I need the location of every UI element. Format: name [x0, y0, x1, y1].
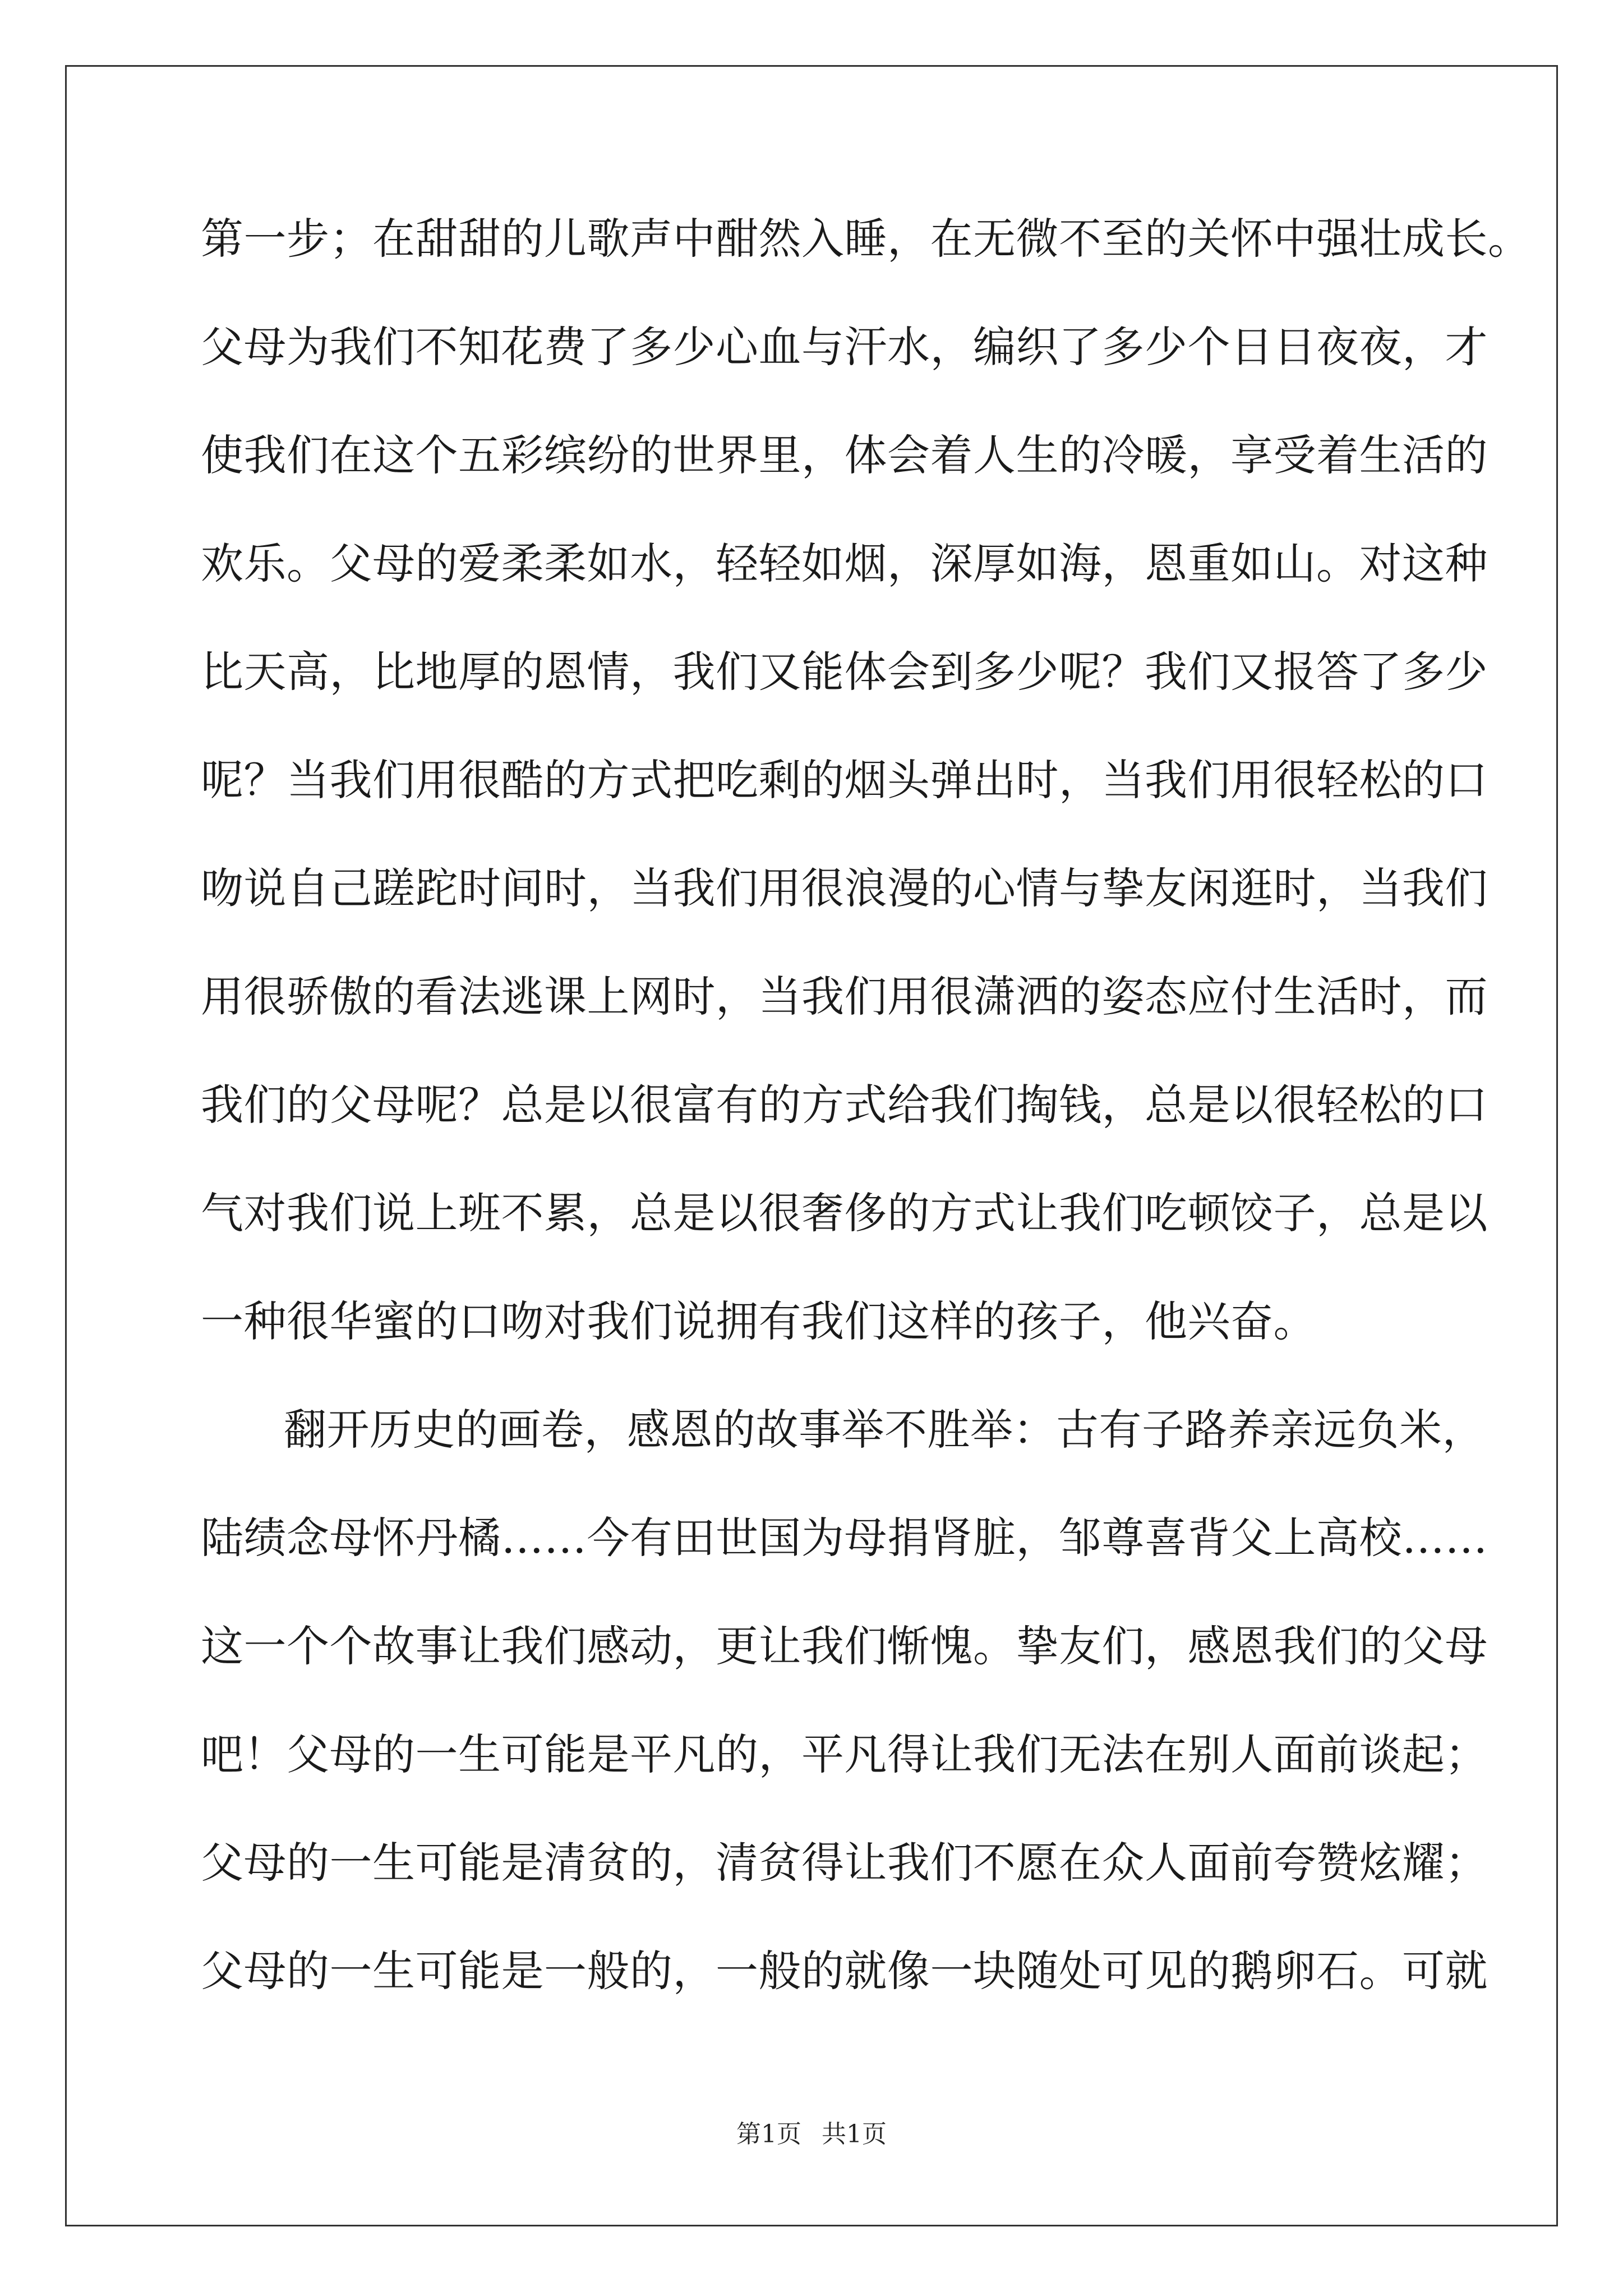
text-line: 气对我们说上班不累，总是以很奢侈的方式让我们吃顿饺子，总是以 [201, 1188, 1488, 1238]
text-line: 我们的父母呢？总是以很富有的方式给我们掏钱，总是以很轻松的口 [201, 1080, 1488, 1130]
body-text [201, 214, 1531, 2058]
text-line: 欢乐。父母的爱柔柔如水，轻轻如烟，深厚如海，恩重如山。对这种 [201, 539, 1488, 588]
page-total: 共1页 [822, 2120, 887, 2148]
text-line: 吻说自己蹉跎时间时，当我们用很浪漫的心情与挚友闲逛时，当我们 [201, 863, 1488, 913]
text-line: 父母的一生可能是一般的，一般的就像一块随处可见的鹅卵石。可就 [201, 1946, 1488, 1996]
text-line-paragraph-start: 翻开历史的画卷，感恩的故事举不胜举：古有子路养亲远负米， [284, 1405, 1485, 1455]
text-line-paragraph-end: 一种很华蜜的口吻对我们说拥有我们这样的孩子，他兴奋。 [201, 1296, 1316, 1346]
page-number: 第1页 [736, 2120, 801, 2148]
text-line: 这一个个故事让我们感动，更让我们惭愧。挚友们，感恩我们的父母 [201, 1621, 1488, 1671]
text-line: 父母的一生可能是清贫的，清贫得让我们不愿在众人面前夸赞炫耀； [201, 1838, 1488, 1888]
text-line: 呢？当我们用很酷的方式把吃剩的烟头弹出时，当我们用很轻松的口 [201, 755, 1488, 805]
text-line: 第一步；在甜甜的儿歌声中酣然入睡，在无微不至的关怀中强壮成长。 [201, 214, 1531, 264]
text-line: 父母为我们不知花费了多少心血与汗水，编织了多少个日日夜夜，才 [201, 322, 1488, 372]
text-line: 吧！父母的一生可能是平凡的，平凡得让我们无法在别人面前谈起； [201, 1729, 1488, 1779]
text-line: 比天高，比地厚的恩情，我们又能体会到多少呢？我们又报答了多少 [201, 647, 1488, 697]
text-line: 陆绩念母怀丹橘……今有田世国为母捐肾脏，邹尊喜背父上高校…… [201, 1513, 1488, 1563]
text-line: 使我们在这个五彩缤纷的世界里，体会着人生的冷暖，享受着生活的 [201, 430, 1488, 480]
text-line: 用很骄傲的看法逃课上网时，当我们用很潇洒的姿态应付生活时，而 [201, 972, 1488, 1022]
page-footer [0, 2122, 1623, 2147]
